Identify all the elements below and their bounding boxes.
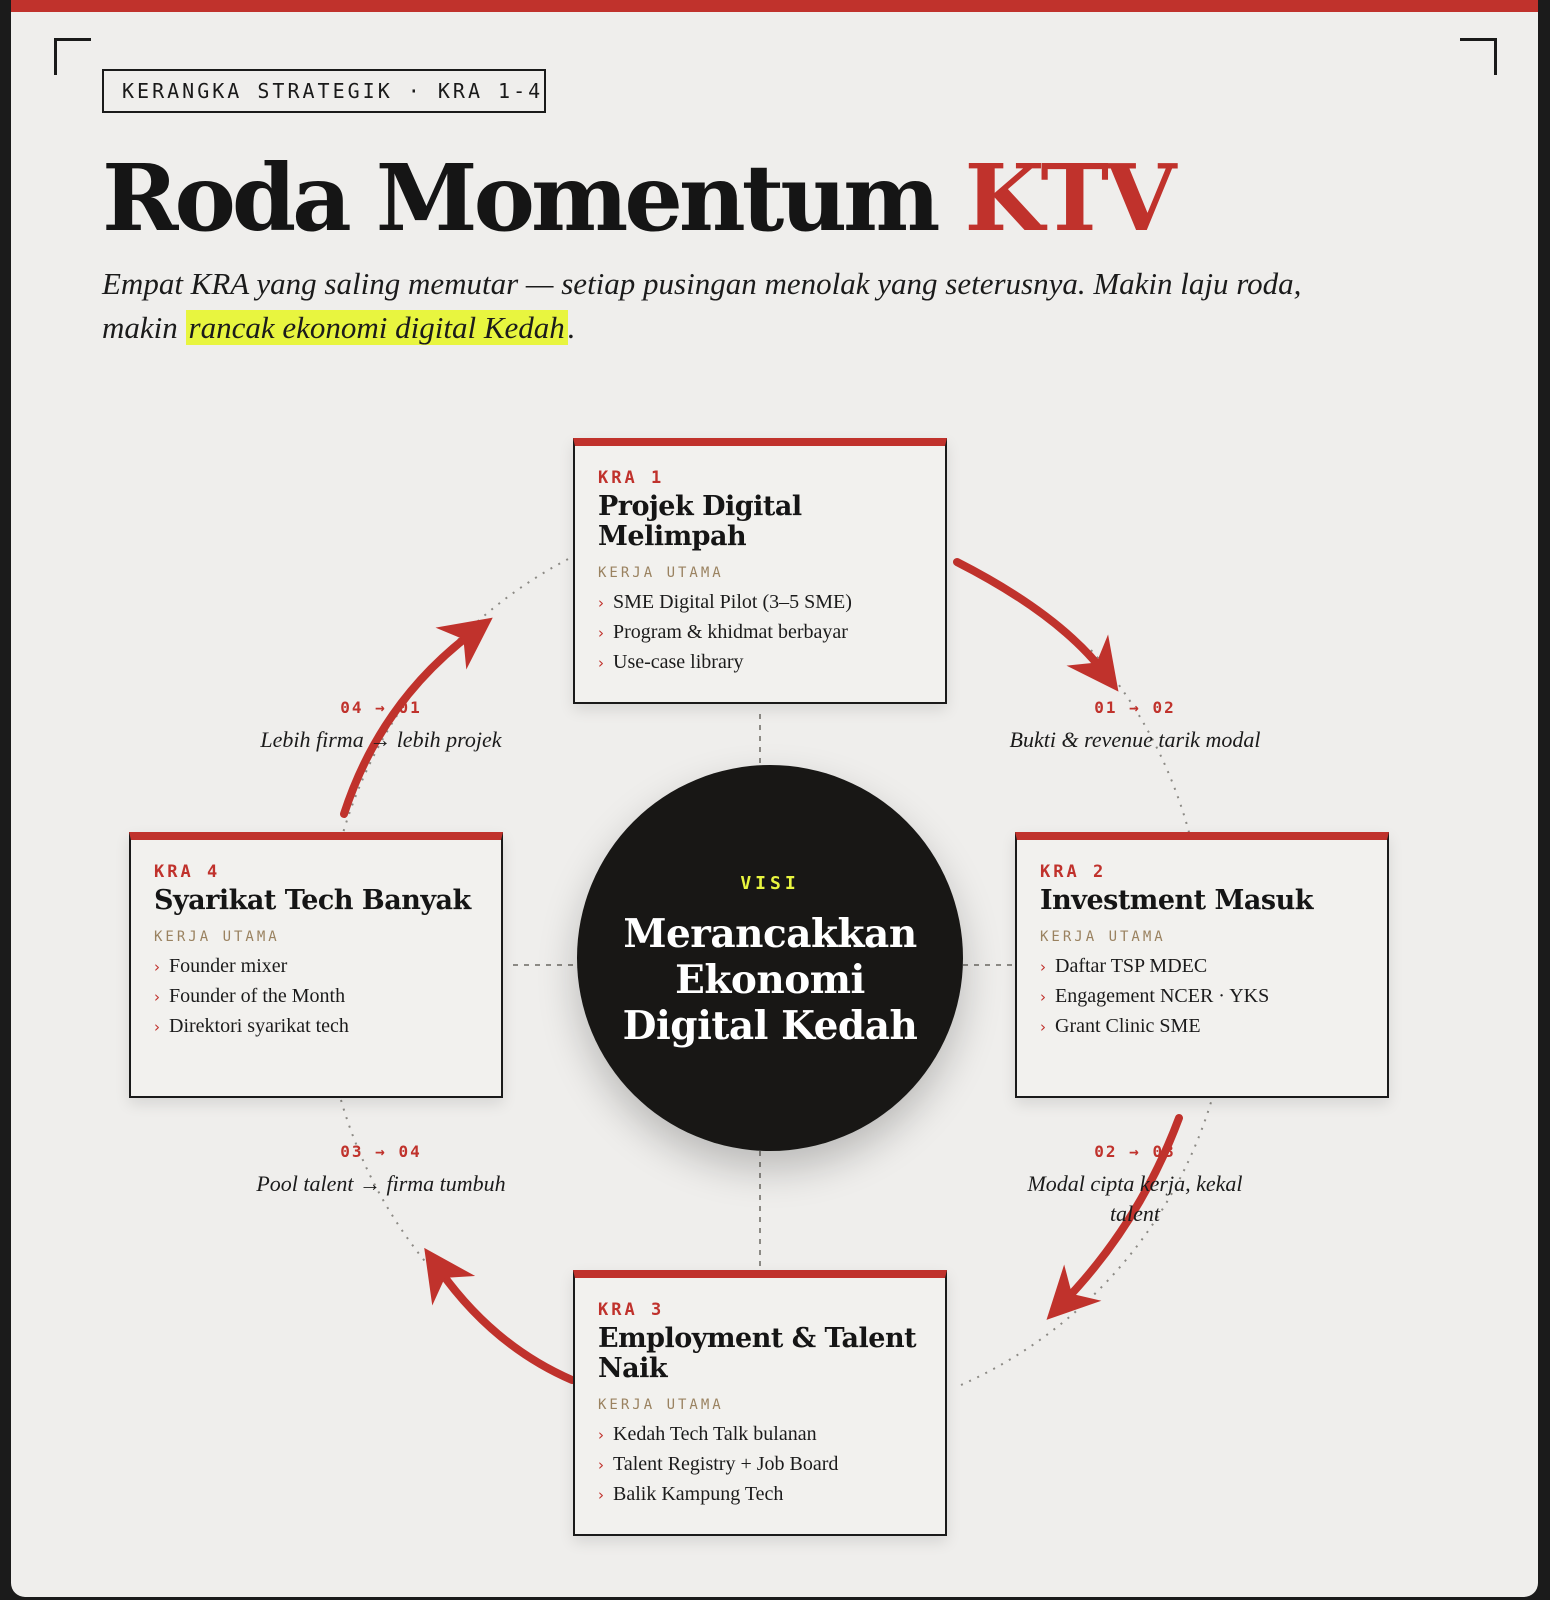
connector-step: 02 → 03 <box>1094 1142 1176 1161</box>
connector-step: 03 → 04 <box>340 1142 422 1161</box>
chevron-right-icon: › <box>598 594 604 612</box>
list-item <box>154 982 479 1012</box>
kra-number: KRA 1 <box>598 468 665 488</box>
chevron-right-icon: › <box>598 1486 604 1504</box>
connector-text: Bukti & revenue tarik modal <box>1009 727 1261 752</box>
subtitle-highlight: rancak ekonomi digital Kedah <box>186 310 568 345</box>
kra-number: KRA 2 <box>1040 862 1107 882</box>
connector-text: Pool talent → firma tumbuh <box>256 1171 506 1196</box>
key-work-label: KERJA UTAMA <box>598 565 724 581</box>
framework-tag: KERANGKA STRATEGIK · KRA 1-4 <box>102 69 546 113</box>
key-work-list <box>598 588 923 678</box>
chevron-right-icon: › <box>1040 1018 1046 1036</box>
connector-4-1 <box>211 697 551 755</box>
item-text: Daftar TSP MDEC <box>1055 955 1208 977</box>
key-work-list <box>598 1420 923 1510</box>
chevron-right-icon: › <box>1040 988 1046 1006</box>
kra-title: Employment & Talent Naik <box>598 1323 917 1384</box>
item-text: Talent Registry + Job Board <box>613 1453 839 1475</box>
chevron-right-icon: › <box>598 654 604 672</box>
chevron-right-icon: › <box>1040 958 1046 976</box>
item-text: Program & khidmat berbayar <box>613 621 848 643</box>
vision-label: VISI <box>740 873 800 894</box>
item-text: Founder mixer <box>169 955 288 977</box>
chevron-right-icon: › <box>598 1456 604 1474</box>
list-item <box>598 1480 923 1510</box>
list-item <box>154 1012 479 1042</box>
list-item <box>1040 982 1365 1012</box>
connector-2-3 <box>965 1141 1305 1229</box>
kra-title: Projek Digital Melimpah <box>598 491 802 552</box>
subtitle-text: Empat KRA yang saling memutar — setiap pusingan menolak yang seterusnya. Makin laju roda, makin <box>102 266 1302 345</box>
connector-text: Lebih firma → lebih projek <box>260 727 502 752</box>
item-text: Direktori syarikat tech <box>169 1015 349 1037</box>
vision-title: Merancakkan Ekonomi Digital Kedah <box>622 911 918 1049</box>
curved-arrow-icon-1-2 <box>957 562 1106 675</box>
connector-1-2 <box>965 697 1305 755</box>
list-item <box>598 588 923 618</box>
title-accent: KTV <box>964 144 1173 252</box>
vision-hub <box>577 765 963 1151</box>
kra-card-2 <box>1015 832 1389 1098</box>
kra-title: Investment Masuk <box>1040 885 1313 916</box>
item-text: Engagement NCER · YKS <box>1055 985 1270 1007</box>
connector-text: Modal cipta kerja, kekal talent <box>1027 1171 1243 1226</box>
kra-card-3 <box>573 1270 947 1536</box>
list-item <box>598 1450 923 1480</box>
list-item <box>598 618 923 648</box>
connector-step: 01 → 02 <box>1094 698 1176 717</box>
chevron-right-icon: › <box>154 1018 160 1036</box>
list-item <box>598 648 923 678</box>
list-item <box>598 1420 923 1450</box>
connector-step: 04 → 01 <box>340 698 422 717</box>
key-work-label: KERJA UTAMA <box>1040 929 1166 945</box>
curved-arrow-icon-3-4 <box>436 1265 572 1380</box>
list-item <box>1040 952 1365 982</box>
chevron-right-icon: › <box>154 958 160 976</box>
key-work-list <box>1040 952 1365 1042</box>
list-item <box>1040 1012 1365 1042</box>
list-item <box>154 952 479 982</box>
chevron-right-icon: › <box>598 624 604 642</box>
key-work-label: KERJA UTAMA <box>154 929 280 945</box>
item-text: Balik Kampung Tech <box>613 1483 784 1505</box>
kra-number: KRA 3 <box>598 1300 665 1320</box>
item-text: Founder of the Month <box>169 985 346 1007</box>
kra-card-4 <box>129 832 503 1098</box>
item-text: Grant Clinic SME <box>1055 1015 1201 1037</box>
connector-3-4 <box>211 1141 551 1199</box>
chevron-right-icon: › <box>598 1426 604 1444</box>
page <box>11 0 1538 1597</box>
chevron-right-icon: › <box>154 988 160 1006</box>
item-text: Kedah Tech Talk bulanan <box>613 1423 817 1445</box>
key-work-label: KERJA UTAMA <box>598 1397 724 1413</box>
item-text: SME Digital Pilot (3–5 SME) <box>613 591 852 613</box>
subtitle-end: . <box>567 310 576 345</box>
kra-title: Syarikat Tech Banyak <box>154 885 471 916</box>
item-text: Use-case library <box>613 651 744 673</box>
kra-number: KRA 4 <box>154 862 221 882</box>
kra-card-1 <box>573 438 947 704</box>
title-main: Roda Momentum <box>102 144 937 252</box>
key-work-list <box>154 952 479 1042</box>
